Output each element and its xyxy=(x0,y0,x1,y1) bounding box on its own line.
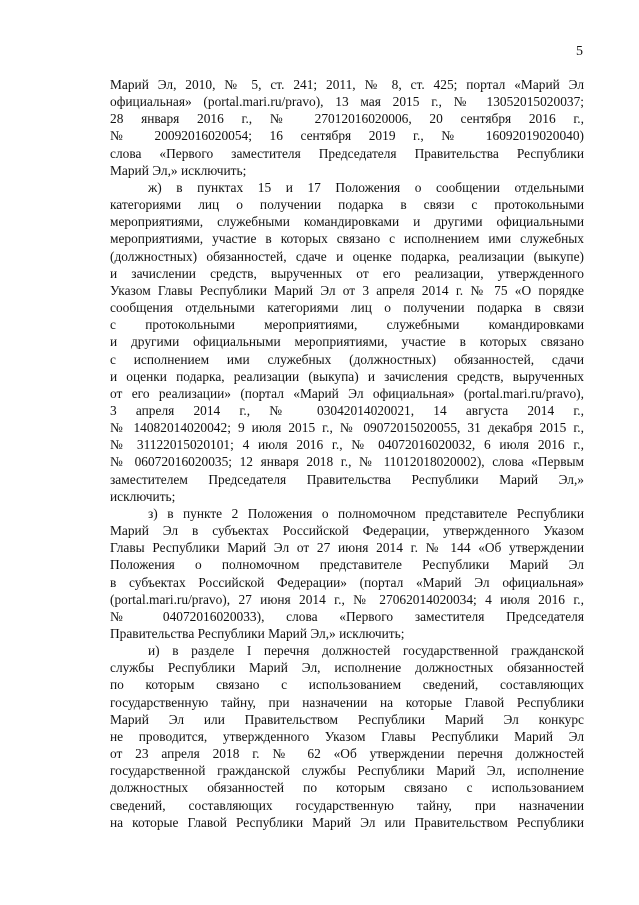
text-line: Марий Эл,» исключить; xyxy=(110,162,247,178)
text-line: с протокольными мероприятиями, служебными командировками xyxy=(110,317,584,333)
text-line: государственную тайну, при назначении на которые Главой Республики xyxy=(110,694,584,710)
text-line: и другими официальными мероприятиями, участие в которых связано xyxy=(110,334,584,350)
text-line: 28 января 2016 г., № 27012016020006, 20 сентября 2016 г., xyxy=(110,111,584,127)
text-line: (должностных) обязанностей, сдаче и оценке подарка, реализации (выкупе) xyxy=(110,248,584,264)
text-line: Указом Главы Республики Марий Эл от 3 апреля 2014 г. № 75 «О порядке xyxy=(110,282,584,298)
text-line: № 14082014020042; 9 июля 2015 г., № 09072015020055, 31 декабря 2015 г., xyxy=(110,420,584,436)
text-line: № 06072016020035; 12 января 2018 г., № 11012018020002), слова «Первым xyxy=(110,454,584,470)
text-line: и зачислении средств, вырученных от его реализации, утвержденного xyxy=(110,265,584,281)
text-line: сообщения отдельными категориями лиц о получении подарка в связи xyxy=(110,300,584,316)
text-line: Марий Эл или Правительством Республики Марий Эл конкурс xyxy=(110,711,584,727)
text-line: № 31122015020101; 4 июля 2016 г., № 04072016020032, 6 июля 2016 г., xyxy=(110,437,584,453)
text-line: и) в разделе I перечня должностей государственной гражданской xyxy=(148,643,584,659)
text-line: на которые Главой Республики Марий Эл или Правительством Республики xyxy=(110,814,584,830)
paragraph xyxy=(110,76,584,179)
text-line: категориями лиц о получении подарка в связи с протокольными xyxy=(110,197,584,213)
text-line: от его реализации» (портал «Марий Эл официальная» (portal.mari.ru/pravo), xyxy=(110,385,584,401)
text-line: с исполнением ими служебных (должностных) обязанностей, сдачи xyxy=(110,351,584,367)
text-line: исключить; xyxy=(110,488,176,504)
text-line: государственной гражданской службы Республики Марий Эл, исполнение xyxy=(110,763,584,779)
text-line: заместителем Председателя Правительства Республики Марий Эл,» xyxy=(110,471,584,487)
text-line: мероприятиями, служебными командировками и другими официальными xyxy=(110,214,584,230)
text-line: от 23 апреля 2018 г. № 62 «Об утверждении перечня должностей xyxy=(110,746,584,762)
document-body xyxy=(110,76,584,831)
text-line: и оценки подарка, реализации (выкупа) и зачисления средств, вырученных xyxy=(110,368,584,384)
paragraph xyxy=(110,642,584,831)
text-line: ж) в пунктах 15 и 17 Положения о сообщении отдельными xyxy=(148,179,584,195)
text-line: службы Республики Марий Эл, исполнение должностных обязанностей xyxy=(110,660,584,676)
text-line: официальная» (portal.mari.ru/pravo), 13 мая 2015 г., № 13052015020037; xyxy=(110,94,584,110)
text-line: № 04072016020033), слова «Первого заместителя Председателя xyxy=(110,608,584,624)
text-line: Главы Республики Марий Эл от 27 июня 2014 г. № 144 «Об утверждении xyxy=(110,540,584,556)
text-line: по которым связано с использованием сведений, составляющих xyxy=(110,677,584,693)
text-line: в субъектах Российской Федерации» (портал «Марий Эл официальная» xyxy=(110,574,584,590)
text-line: Правительства Республики Марий Эл,» исключить; xyxy=(110,626,405,641)
text-line: № 20092016020054; 16 сентября 2019 г., № 16092019020040) xyxy=(110,128,584,144)
text-line: Марий Эл, 2010, № 5, ст. 241; 2011, № 8, ст. 425; портал «Марий Эл xyxy=(110,77,584,92)
text-line: слова «Первого заместителя Председателя Правительства Республики xyxy=(110,145,584,161)
text-line: Марий Эл в субъектах Российской Федерации, утвержденного Указом xyxy=(110,523,584,539)
text-line: сведений, составляющих государственную тайну, при назначении xyxy=(110,797,584,813)
text-line: мероприятиями, участие в которых связано с исполнением ими служебных xyxy=(110,231,584,247)
text-line: 3 апреля 2014 г., № 03042014020021, 14 августа 2014 г., xyxy=(110,402,584,418)
text-line: з) в пункте 2 Положения о полномочном представителе Республики xyxy=(148,505,584,521)
text-line: не проводится, утвержденного Указом Главы Республики Марий Эл xyxy=(110,728,584,744)
text-line: Положения о полномочном представителе Республики Марий Эл xyxy=(110,557,584,573)
text-line: (portal.mari.ru/pravo), 27 июня 2014 г., № 27062014020034; 4 июля 2016 г., xyxy=(110,591,584,607)
paragraph xyxy=(110,505,584,642)
page-number: 5 xyxy=(576,44,583,59)
text-line: должностных обязанностей по которым связано с использованием xyxy=(110,780,584,796)
paragraph xyxy=(110,179,584,505)
